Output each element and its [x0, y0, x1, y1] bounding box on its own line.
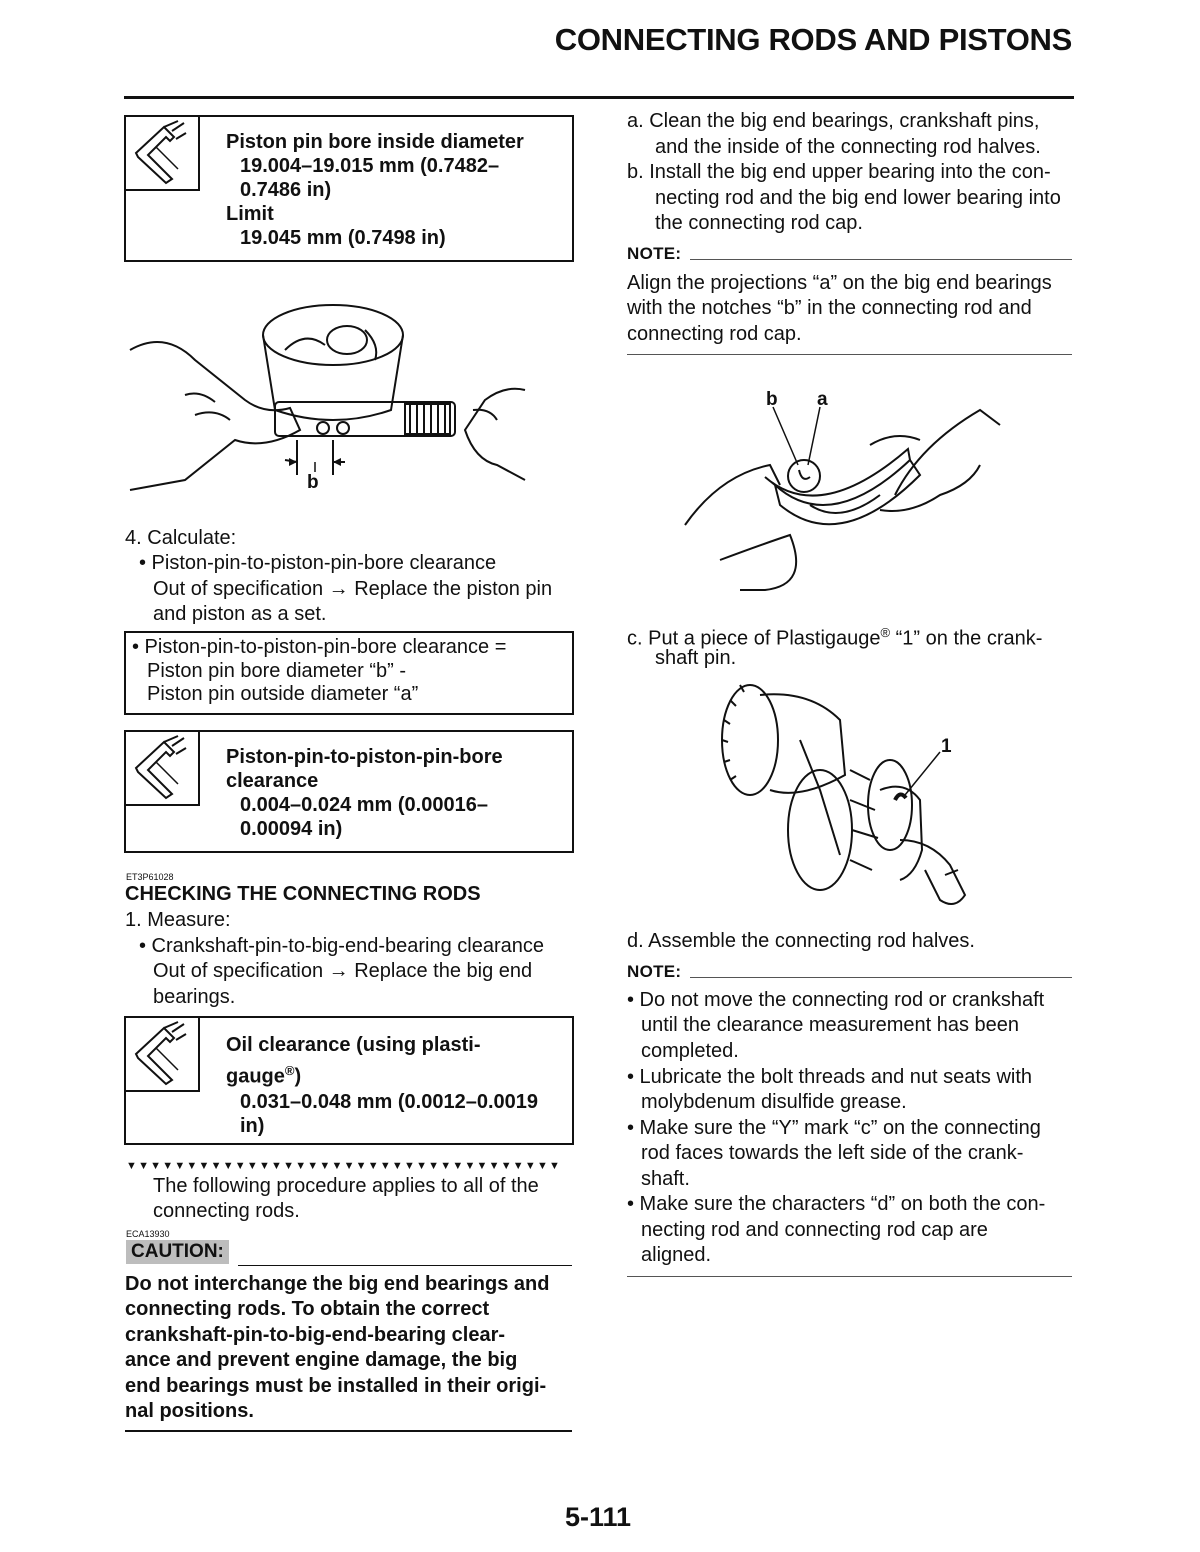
note-text: connecting rod cap.	[627, 323, 802, 345]
step-b-cont: necting rod and the big end lower bearing into	[655, 187, 1061, 209]
bullet-line: Out of specification → Replace the piston pin	[153, 578, 553, 600]
bullet-line: • Crankshaft-pin-to-big-end-bearing clearance	[139, 935, 544, 957]
spec-value: 0.031–0.048 mm (0.0012–0.0019	[240, 1090, 539, 1113]
spec-value-cont: in)	[240, 1114, 265, 1137]
note-bullet: • Do not move the connecting rod or crankshaft	[627, 989, 1045, 1011]
spec-value-cont: 0.7486 in)	[240, 179, 332, 201]
spec-value-cont: 0.00094 in)	[240, 818, 343, 840]
note-end-rule	[627, 1276, 1072, 1277]
caution-text: ance and prevent engine damage, the big	[125, 1349, 518, 1371]
figure-label-b: b	[307, 472, 319, 493]
step-title: Calculate:	[147, 527, 237, 549]
formula-line: Piston pin bore diameter “b” -	[147, 660, 407, 682]
spec-value: 19.004–19.015 mm (0.7482–	[240, 155, 500, 177]
caliper-icon	[126, 732, 200, 806]
spec-limit-label: Limit	[226, 203, 274, 225]
caution-code: ECA13930	[126, 1229, 170, 1239]
spec-name: Piston pin bore inside diameter	[226, 131, 524, 153]
spec-limit-value: 19.045 mm (0.7498 in)	[240, 227, 446, 249]
procedure-text: The following procedure applies to all of the	[153, 1175, 539, 1197]
note-bullet-cont: molybdenum disulfide grease.	[641, 1091, 907, 1113]
page-number: 5-111	[565, 1502, 632, 1532]
caution-text: connecting rods. To obtain the correct	[125, 1298, 490, 1320]
step-a: a. Clean the big end bearings, crankshaft pins,	[627, 110, 1040, 132]
step-number: 4.	[125, 527, 142, 549]
note-bullet: • Lubricate the bolt threads and nut seats with	[627, 1066, 1033, 1088]
caution-text: crankshaft-pin-to-big-end-bearing clear-	[125, 1324, 506, 1346]
spec-name: Piston-pin-to-piston-pin-bore	[226, 746, 503, 768]
note-rule	[690, 977, 1072, 978]
note-bullet-cont: shaft.	[641, 1168, 690, 1190]
figure-label-b: b	[766, 389, 778, 410]
bullet-line: • Piston-pin-to-piston-pin-bore clearance	[139, 552, 497, 574]
section-code: ET3P61028	[126, 872, 174, 882]
spec-name-cont: clearance	[226, 770, 319, 792]
caution-text: nal positions.	[125, 1400, 254, 1422]
caution-label: CAUTION:	[126, 1240, 229, 1264]
spec-value: 0.004–0.024 mm (0.00016–	[240, 794, 488, 816]
step-a-cont: and the inside of the connecting rod halves.	[655, 136, 1041, 158]
bullet-line: Out of specification → Replace the big end	[153, 960, 533, 982]
caliper-icon	[126, 1018, 200, 1092]
note-bullet: • Make sure the characters “d” on both the con-	[627, 1193, 1046, 1215]
caution-text: end bearings must be installed in their origi-	[125, 1375, 547, 1397]
figure-label-1: 1	[941, 736, 952, 757]
header-rule	[124, 96, 1074, 99]
spec-box-oil-clearance	[124, 1016, 574, 1145]
note-bullet: • Make sure the “Y” mark “c” on the connecting	[627, 1117, 1041, 1139]
note-bullet-cont: necting rod and connecting rod cap are	[641, 1219, 988, 1241]
big-end-bearing-illustration	[680, 385, 1010, 595]
spec-box-pin-clearance	[124, 730, 574, 853]
caution-end-rule	[125, 1430, 572, 1432]
figure-label-a: a	[817, 389, 828, 410]
procedure-start-markers: ▼▼▼▼▼▼▼▼▼▼▼▼▼▼▼▼▼▼▼▼▼▼▼▼▼▼▼▼▼▼▼▼▼▼▼▼	[126, 1160, 562, 1172]
section-heading: CHECKING THE CONNECTING RODS	[125, 883, 481, 905]
piston-micrometer-illustration	[125, 290, 525, 510]
caliper-icon	[126, 117, 200, 191]
caution-rule	[238, 1265, 572, 1266]
procedure-text: connecting rods.	[153, 1200, 300, 1222]
note-label: NOTE:	[627, 244, 682, 263]
bullet-line: and piston as a set.	[153, 603, 327, 625]
step-b: b. Install the big end upper bearing into the con-	[627, 161, 1051, 183]
note-bullet-cont: rod faces towards the left side of the crank-	[641, 1142, 1024, 1164]
bullet-line: bearings.	[153, 986, 236, 1008]
note-bullet-cont: until the clearance measurement has been	[641, 1014, 1020, 1036]
step-c: c. Put a piece of Plastigauge® “1” on the crank-	[627, 625, 1043, 650]
crankshaft-plastigauge-illustration	[700, 680, 990, 910]
caution-text: Do not interchange the big end bearings and	[125, 1273, 550, 1295]
step-1: 1. Measure:	[125, 909, 231, 931]
note-end-rule	[627, 354, 1072, 355]
note-text: Align the projections “a” on the big end bearings	[627, 272, 1052, 294]
step-b-cont: the connecting rod cap.	[655, 212, 863, 234]
spec-box-piston-pin-bore	[124, 115, 574, 262]
step-c-cont: shaft pin.	[655, 647, 737, 669]
note-bullet-cont: aligned.	[641, 1244, 712, 1266]
note-bullet-cont: completed.	[641, 1040, 739, 1062]
step-4	[125, 526, 236, 552]
page-title: CONNECTING RODS AND PISTONS	[554, 22, 1072, 57]
step-d: d. Assemble the connecting rod halves.	[627, 930, 975, 952]
formula-line: • Piston-pin-to-piston-pin-bore clearance =	[132, 636, 507, 658]
spec-name: Oil clearance (using plasti-	[226, 1034, 481, 1056]
formula-box	[124, 631, 574, 715]
note-text: with the notches “b” in the connecting rod and	[627, 297, 1032, 319]
note-rule	[690, 259, 1072, 260]
formula-line: Piston pin outside diameter “a”	[147, 683, 419, 705]
spec-name-cont: gauge®)	[226, 1063, 302, 1088]
note-label: NOTE:	[627, 962, 682, 981]
